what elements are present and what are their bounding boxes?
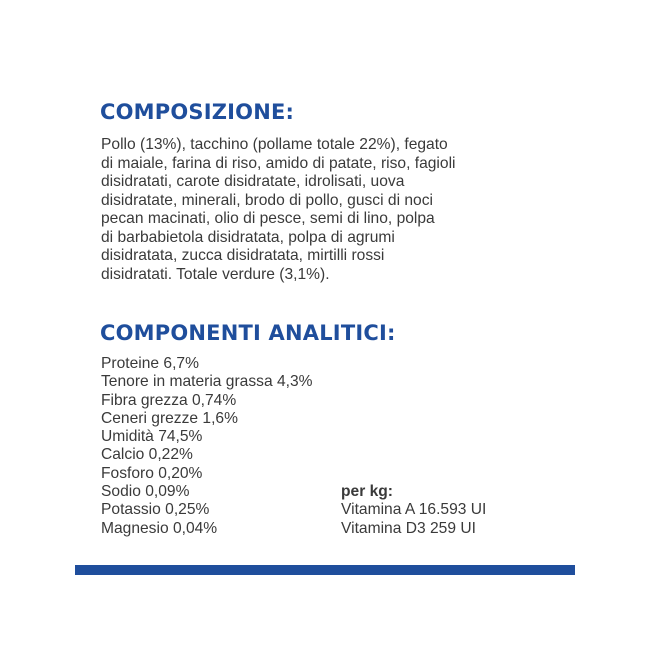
composition-line: disidratati, carote disidratate, idrolisati, uova (101, 173, 405, 190)
analytical-item-fibre: Fibra grezza 0,74% (101, 391, 237, 409)
analytical-item-calcium: Calcio 0,22% (101, 446, 193, 464)
bottom-divider-bar (75, 565, 575, 575)
composition-line: disidratati. Totale verdure (3,1%). (101, 265, 330, 283)
composition-line: di barbabietola disidratata, polpa di agrumi (101, 228, 395, 246)
per-kg-item-vitamin-d3: Vitamina D3 259 UI (341, 519, 476, 537)
analytical-list (101, 355, 313, 538)
analytical-item-fat: Tenore in materia grassa 4,3% (101, 373, 313, 391)
analytical-item-potassium: Potassio 0,25% (101, 501, 210, 519)
composition-line: disidratate, minerali, brodo di pollo, gusci di noci (101, 191, 433, 209)
composition-line: Pollo (13%), tacchino (pollame totale 22%), fegato (101, 136, 448, 153)
per-kg-label: per kg: (341, 483, 393, 500)
composition-line: di maiale, farina di riso, amido di patate, riso, fagioli (101, 154, 456, 172)
analytical-item-sodium: Sodio 0,09% (101, 483, 190, 501)
analytical-item-moisture: Umidità 74,5% (101, 428, 203, 446)
analytical-item-protein: Proteine 6,7% (101, 355, 199, 372)
analytical-item-ash: Ceneri grezze 1,6% (101, 409, 238, 427)
per-kg-item-vitamin-a: Vitamina A 16.593 UI (341, 501, 487, 519)
analytical-heading: COMPONENTI ANALITICI: (100, 321, 396, 345)
analytical-item-magnesium: Magnesio 0,04% (101, 519, 218, 537)
per-kg-block (341, 483, 486, 538)
per-kg-list (341, 501, 486, 538)
composition-text (101, 136, 571, 284)
composition-line: pecan macinati, olio di pesce, semi di lino, polpa (101, 210, 435, 227)
composition-heading: COMPOSIZIONE: (100, 100, 295, 124)
composition-line: disidratata, zucca disidratata, mirtilli rossi (101, 247, 385, 264)
analytical-item-phosphorus: Fosforo 0,20% (101, 464, 203, 482)
